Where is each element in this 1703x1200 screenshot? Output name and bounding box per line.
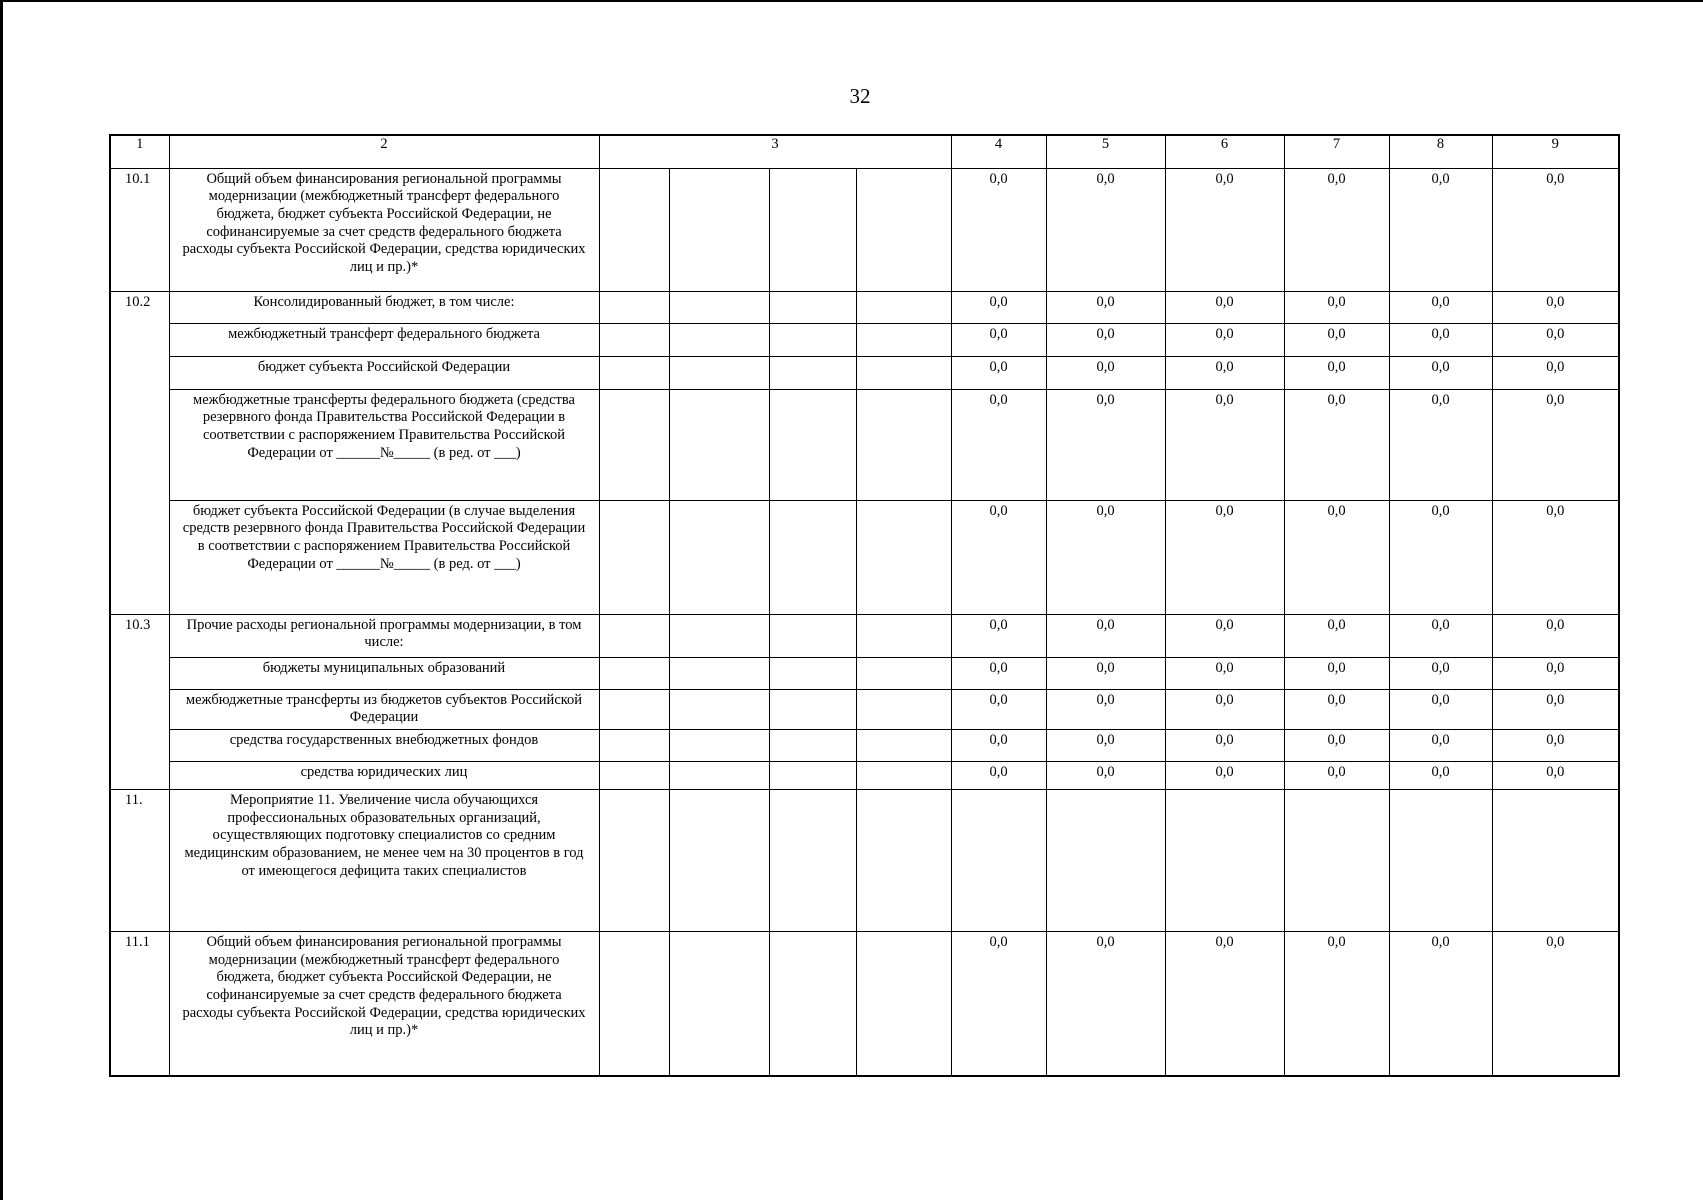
column-3-cell xyxy=(669,323,769,356)
value-cell: 0,0 xyxy=(1165,689,1284,729)
value-cell: 0,0 xyxy=(1165,614,1284,657)
value-cell: 0,0 xyxy=(951,389,1046,500)
value-cell: 0,0 xyxy=(1165,761,1284,789)
column-3-cell xyxy=(599,689,669,729)
value-cell: 0,0 xyxy=(1389,500,1492,614)
value-cell: 0,0 xyxy=(1165,500,1284,614)
column-3-cell xyxy=(856,729,951,761)
column-3-cell xyxy=(769,931,856,1076)
column-3-cell xyxy=(769,500,856,614)
value-cell: 0,0 xyxy=(951,614,1046,657)
column-3-cell xyxy=(669,729,769,761)
value-cell: 0,0 xyxy=(1165,931,1284,1076)
value-cell xyxy=(1492,789,1619,931)
value-cell: 0,0 xyxy=(1284,761,1389,789)
header-col-4: 4 xyxy=(951,135,1046,168)
table-row xyxy=(110,729,1619,761)
column-3-cell xyxy=(669,789,769,931)
value-cell: 0,0 xyxy=(1389,291,1492,323)
value-cell: 0,0 xyxy=(1389,323,1492,356)
value-cell: 0,0 xyxy=(1284,689,1389,729)
value-cell: 0,0 xyxy=(1046,761,1165,789)
row-number: 10.3 xyxy=(110,614,169,789)
column-3-cell xyxy=(669,689,769,729)
column-3-cell xyxy=(669,614,769,657)
value-cell: 0,0 xyxy=(1165,657,1284,689)
table-row xyxy=(110,689,1619,729)
table-row xyxy=(110,168,1619,291)
column-3-cell xyxy=(599,500,669,614)
value-cell: 0,0 xyxy=(1492,500,1619,614)
value-cell: 0,0 xyxy=(1046,931,1165,1076)
row-number: 10.2 xyxy=(110,291,169,614)
value-cell: 0,0 xyxy=(1284,657,1389,689)
column-3-cell xyxy=(669,389,769,500)
row-description: бюджет субъекта Российской Федерации (в случае выделения средств резервного фонда Правительства Российской Федерации в соответствии с распоряжением Правительства Российской Федерации от ______№_____ (в ред. от ___) xyxy=(169,500,599,614)
value-cell: 0,0 xyxy=(1046,500,1165,614)
value-cell: 0,0 xyxy=(1284,389,1389,500)
column-3-cell xyxy=(669,291,769,323)
row-description: межбюджетные трансферты из бюджетов субъектов Российской Федерации xyxy=(169,689,599,729)
column-3-cell xyxy=(769,168,856,291)
column-3-cell xyxy=(669,356,769,389)
value-cell: 0,0 xyxy=(1389,168,1492,291)
column-3-cell xyxy=(599,168,669,291)
value-cell: 0,0 xyxy=(1046,389,1165,500)
column-3-cell xyxy=(769,761,856,789)
column-3-cell xyxy=(769,323,856,356)
table-row xyxy=(110,931,1619,1076)
value-cell: 0,0 xyxy=(951,500,1046,614)
value-cell: 0,0 xyxy=(951,931,1046,1076)
value-cell: 0,0 xyxy=(1389,356,1492,389)
value-cell: 0,0 xyxy=(1492,614,1619,657)
value-cell: 0,0 xyxy=(1284,614,1389,657)
column-3-cell xyxy=(599,614,669,657)
value-cell: 0,0 xyxy=(1046,168,1165,291)
value-cell: 0,0 xyxy=(1492,761,1619,789)
row-description: Прочие расходы региональной программы модернизации, в том числе: xyxy=(169,614,599,657)
column-3-cell xyxy=(599,657,669,689)
column-3-cell xyxy=(769,729,856,761)
value-cell: 0,0 xyxy=(1492,931,1619,1076)
value-cell: 0,0 xyxy=(1046,356,1165,389)
column-3-cell xyxy=(856,614,951,657)
row-description: Мероприятие 11. Увеличение числа обучающихся профессиональных образовательных организаций, осуществляющих подготовку специалистов со средним медицинским образованием, не менее чем на 30 процентов в год от имеющегося дефицита таких специалистов xyxy=(169,789,599,931)
value-cell: 0,0 xyxy=(1046,614,1165,657)
value-cell: 0,0 xyxy=(1046,729,1165,761)
column-3-cell xyxy=(599,729,669,761)
column-3-cell xyxy=(669,761,769,789)
value-cell: 0,0 xyxy=(1492,291,1619,323)
column-3-cell xyxy=(856,500,951,614)
column-3-cell xyxy=(856,356,951,389)
value-cell: 0,0 xyxy=(1389,729,1492,761)
value-cell xyxy=(1046,789,1165,931)
value-cell: 0,0 xyxy=(1284,729,1389,761)
header-col-3: 3 xyxy=(599,135,951,168)
value-cell xyxy=(1389,789,1492,931)
value-cell: 0,0 xyxy=(1492,168,1619,291)
header-col-7: 7 xyxy=(1284,135,1389,168)
table-row xyxy=(110,500,1619,614)
page-number: 32 xyxy=(849,84,871,108)
table-row xyxy=(110,789,1619,931)
table-row xyxy=(110,761,1619,789)
table-row xyxy=(110,389,1619,500)
row-description: Общий объем финансирования региональной программы модернизации (межбюджетный трансферт федерального бюджета, бюджет субъекта Российской Федерации, не софинансируемые за счет средств федерального бюджета расходы субъекта Российской Федерации, средства юридических лиц и пр.)* xyxy=(169,931,599,1076)
row-description: средства государственных внебюджетных фондов xyxy=(169,729,599,761)
column-3-cell xyxy=(599,291,669,323)
value-cell: 0,0 xyxy=(1492,356,1619,389)
column-3-cell xyxy=(856,657,951,689)
value-cell: 0,0 xyxy=(1492,729,1619,761)
column-3-cell xyxy=(769,789,856,931)
row-number: 11. xyxy=(110,789,169,931)
header-col-1: 1 xyxy=(110,135,169,168)
header-col-9: 9 xyxy=(1492,135,1619,168)
column-3-cell xyxy=(599,356,669,389)
value-cell: 0,0 xyxy=(1492,689,1619,729)
scan-top-edge xyxy=(0,0,1703,2)
value-cell: 0,0 xyxy=(1284,931,1389,1076)
column-3-cell xyxy=(669,657,769,689)
table-row xyxy=(110,657,1619,689)
column-3-cell xyxy=(856,761,951,789)
column-3-cell xyxy=(599,761,669,789)
value-cell: 0,0 xyxy=(1165,323,1284,356)
value-cell: 0,0 xyxy=(1389,389,1492,500)
column-3-cell xyxy=(669,931,769,1076)
row-description: бюджеты муниципальных образований xyxy=(169,657,599,689)
value-cell: 0,0 xyxy=(1284,356,1389,389)
value-cell: 0,0 xyxy=(1492,323,1619,356)
header-col-5: 5 xyxy=(1046,135,1165,168)
value-cell: 0,0 xyxy=(1389,614,1492,657)
row-description: средства юридических лиц xyxy=(169,761,599,789)
value-cell xyxy=(1165,789,1284,931)
value-cell: 0,0 xyxy=(1492,657,1619,689)
value-cell: 0,0 xyxy=(1165,291,1284,323)
value-cell: 0,0 xyxy=(951,689,1046,729)
column-3-cell xyxy=(769,689,856,729)
scan-left-edge xyxy=(0,0,3,1200)
header-row xyxy=(110,135,1619,168)
row-description: межбюджетные трансферты федерального бюджета (средства резервного фонда Правительства Российской Федерации в соответствии с распоряжением Правительства Российской Федерации от ______№_____ (в ред. от ___) xyxy=(169,389,599,500)
table-row xyxy=(110,323,1619,356)
column-3-cell xyxy=(856,789,951,931)
value-cell: 0,0 xyxy=(951,356,1046,389)
row-description: Общий объем финансирования региональной программы модернизации (межбюджетный трансферт федерального бюджета, бюджет субъекта Российской Федерации, не софинансируемые за счет средств федерального бюджета расходы субъекта Российской Федерации, средства юридических лиц и пр.)* xyxy=(169,168,599,291)
value-cell xyxy=(1284,789,1389,931)
value-cell: 0,0 xyxy=(1284,291,1389,323)
column-3-cell xyxy=(769,291,856,323)
value-cell: 0,0 xyxy=(1165,356,1284,389)
column-3-cell xyxy=(599,931,669,1076)
column-3-cell xyxy=(856,168,951,291)
value-cell: 0,0 xyxy=(951,168,1046,291)
column-3-cell xyxy=(599,323,669,356)
row-description: бюджет субъекта Российской Федерации xyxy=(169,356,599,389)
value-cell: 0,0 xyxy=(1046,323,1165,356)
column-3-cell xyxy=(599,389,669,500)
value-cell: 0,0 xyxy=(951,761,1046,789)
financing-table xyxy=(109,134,1620,1077)
row-description: Консолидированный бюджет, в том числе: xyxy=(169,291,599,323)
value-cell: 0,0 xyxy=(1165,168,1284,291)
table-row xyxy=(110,291,1619,323)
row-number: 10.1 xyxy=(110,168,169,291)
value-cell: 0,0 xyxy=(951,291,1046,323)
column-3-cell xyxy=(669,168,769,291)
header-col-8: 8 xyxy=(1389,135,1492,168)
value-cell: 0,0 xyxy=(1165,389,1284,500)
column-3-cell xyxy=(599,789,669,931)
column-3-cell xyxy=(669,500,769,614)
column-3-cell xyxy=(769,657,856,689)
value-cell: 0,0 xyxy=(1389,931,1492,1076)
column-3-cell xyxy=(856,931,951,1076)
row-number: 11.1 xyxy=(110,931,169,1076)
header-col-6: 6 xyxy=(1165,135,1284,168)
value-cell xyxy=(951,789,1046,931)
column-3-cell xyxy=(856,689,951,729)
value-cell: 0,0 xyxy=(951,729,1046,761)
value-cell: 0,0 xyxy=(1284,168,1389,291)
value-cell: 0,0 xyxy=(1284,500,1389,614)
value-cell: 0,0 xyxy=(1046,291,1165,323)
column-3-cell xyxy=(769,356,856,389)
value-cell: 0,0 xyxy=(1389,761,1492,789)
column-3-cell xyxy=(769,614,856,657)
value-cell: 0,0 xyxy=(951,657,1046,689)
column-3-cell xyxy=(856,291,951,323)
column-3-cell xyxy=(769,389,856,500)
table-row xyxy=(110,356,1619,389)
value-cell: 0,0 xyxy=(1046,657,1165,689)
value-cell: 0,0 xyxy=(951,323,1046,356)
column-3-cell xyxy=(856,323,951,356)
value-cell: 0,0 xyxy=(1046,689,1165,729)
header-col-2: 2 xyxy=(169,135,599,168)
table-row xyxy=(110,614,1619,657)
value-cell: 0,0 xyxy=(1284,323,1389,356)
value-cell: 0,0 xyxy=(1389,657,1492,689)
column-3-cell xyxy=(856,389,951,500)
row-description: межбюджетный трансферт федерального бюджета xyxy=(169,323,599,356)
value-cell: 0,0 xyxy=(1165,729,1284,761)
value-cell: 0,0 xyxy=(1492,389,1619,500)
value-cell: 0,0 xyxy=(1389,689,1492,729)
